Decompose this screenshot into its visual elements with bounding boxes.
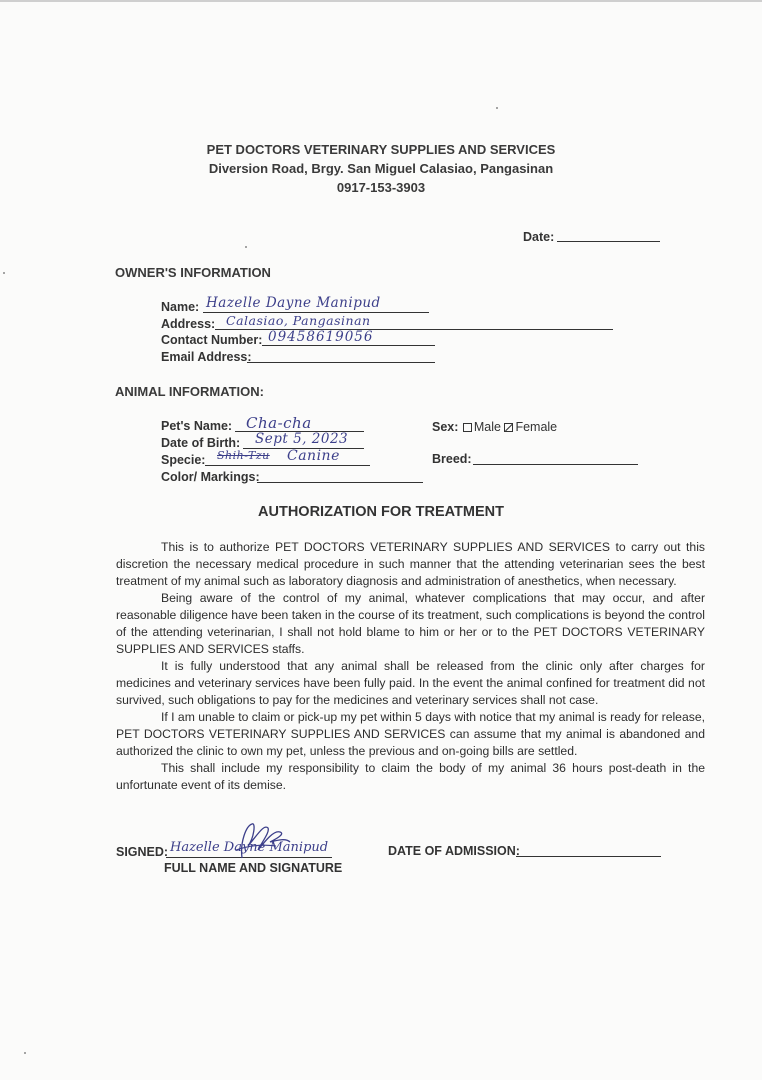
scan-speck xyxy=(496,107,498,109)
specie-value: Canine xyxy=(287,448,340,464)
breed-label: Breed: xyxy=(432,452,472,466)
clinic-name: PET DOCTORS VETERINARY SUPPLIES AND SERVICES xyxy=(206,142,556,157)
scan-speck xyxy=(3,272,5,274)
owner-email-label: Email Address: xyxy=(161,350,252,364)
pet-name-label: Pet's Name: xyxy=(161,419,233,433)
owner-address-value: Calasiao, Pangasinan xyxy=(226,313,371,328)
owner-contact-label: Contact Number: xyxy=(161,333,263,347)
signature-caption: FULL NAME AND SIGNATURE xyxy=(164,861,343,875)
signed-label: SIGNED: xyxy=(116,845,169,859)
page-top-edge xyxy=(0,0,762,2)
specie-field[interactable] xyxy=(205,465,370,466)
authorization-title: AUTHORIZATION FOR TREATMENT xyxy=(258,504,504,520)
specie-struck-value: Shih-Tzu xyxy=(217,449,270,462)
owner-address-label: Address: xyxy=(161,317,216,331)
authorization-paragraph-4: If I am unable to claim or pick-up my pet within 5 days with notice that my animal is ready for release, PET DOCTORS VETERINARY SUPPLIES AND SERVICES can assume that my animal is abandoned and authorized the clinic to own my pet, unless the previous and on-going bills are settled. xyxy=(116,710,705,758)
handwritten-signature xyxy=(228,820,298,862)
date-label: Date: xyxy=(523,230,555,244)
color-field[interactable] xyxy=(257,482,423,483)
specie-label: Specie: xyxy=(161,453,206,467)
scan-speck xyxy=(245,246,247,248)
date-field[interactable] xyxy=(557,241,660,242)
signed-value: Hazelle Dayne Manipud xyxy=(170,840,329,855)
owner-name-label: Name: xyxy=(161,300,200,314)
sex-option-male[interactable] xyxy=(463,420,505,434)
admission-date-field[interactable] xyxy=(516,856,661,857)
breed-field[interactable] xyxy=(473,464,638,465)
dob-label: Date of Birth: xyxy=(161,436,241,450)
sex-label: Sex: xyxy=(432,420,459,434)
clinic-phone: 0917-153-3903 xyxy=(336,180,426,195)
scan-speck xyxy=(24,1052,26,1054)
clinic-address: Diversion Road, Brgy. San Miguel Calasiao, Pangasinan xyxy=(208,161,554,176)
authorization-paragraph-5: This shall include my responsibility to claim the body of my animal 36 hours post-death in the unfortunate event of its demise. xyxy=(116,761,705,792)
pet-name-value: Cha-cha xyxy=(246,414,312,432)
owner-contact-value: 09458619056 xyxy=(268,329,374,345)
owner-email-field[interactable] xyxy=(247,362,435,363)
checkbox-male[interactable] xyxy=(463,423,472,432)
animal-section-heading: ANIMAL INFORMATION: xyxy=(115,384,264,399)
sex-option-female[interactable] xyxy=(504,420,557,434)
owner-section-heading: OWNER'S INFORMATION xyxy=(115,265,271,280)
sex-female-text: Female xyxy=(515,420,558,434)
admission-date-label: DATE OF ADMISSION: xyxy=(388,844,520,858)
sex-field xyxy=(432,418,557,436)
dob-value: Sept 5, 2023 xyxy=(255,431,349,447)
authorization-body xyxy=(116,539,705,794)
checkbox-female-checked[interactable] xyxy=(504,423,513,432)
owner-name-value: Hazelle Dayne Manipud xyxy=(206,295,381,311)
authorization-paragraph-2: Being aware of the control of my animal, whatever complications that may occur, and after reasonable diligence have been taken in the course of its treatment, such complications is beyond the control of the attending veterinarian, I shall not hold blame to him or her or to the PET DOCTORS VETERINARY SUPPLIES AND SERVICES staffs. xyxy=(116,591,705,656)
color-label: Color/ Markings: xyxy=(161,470,260,484)
authorization-paragraph-3: It is fully understood that any animal shall be released from the clinic only after charges for medicines and veterinary services have been fully paid. In the event the animal confined for treatment did not survived, such obligations to pay for the medicines and veterinary services shall not case. xyxy=(116,659,705,707)
owner-contact-field[interactable] xyxy=(262,345,435,346)
sex-male-text: Male xyxy=(473,420,501,434)
authorization-paragraph-1: This is to authorize PET DOCTORS VETERINARY SUPPLIES AND SERVICES to carry out this discretion the necessary medical procedure in such manner that the attending veterinarian sees the best treatment of my animal such as laboratory diagnosis and administration of anesthetics, when necessary. xyxy=(116,540,705,588)
